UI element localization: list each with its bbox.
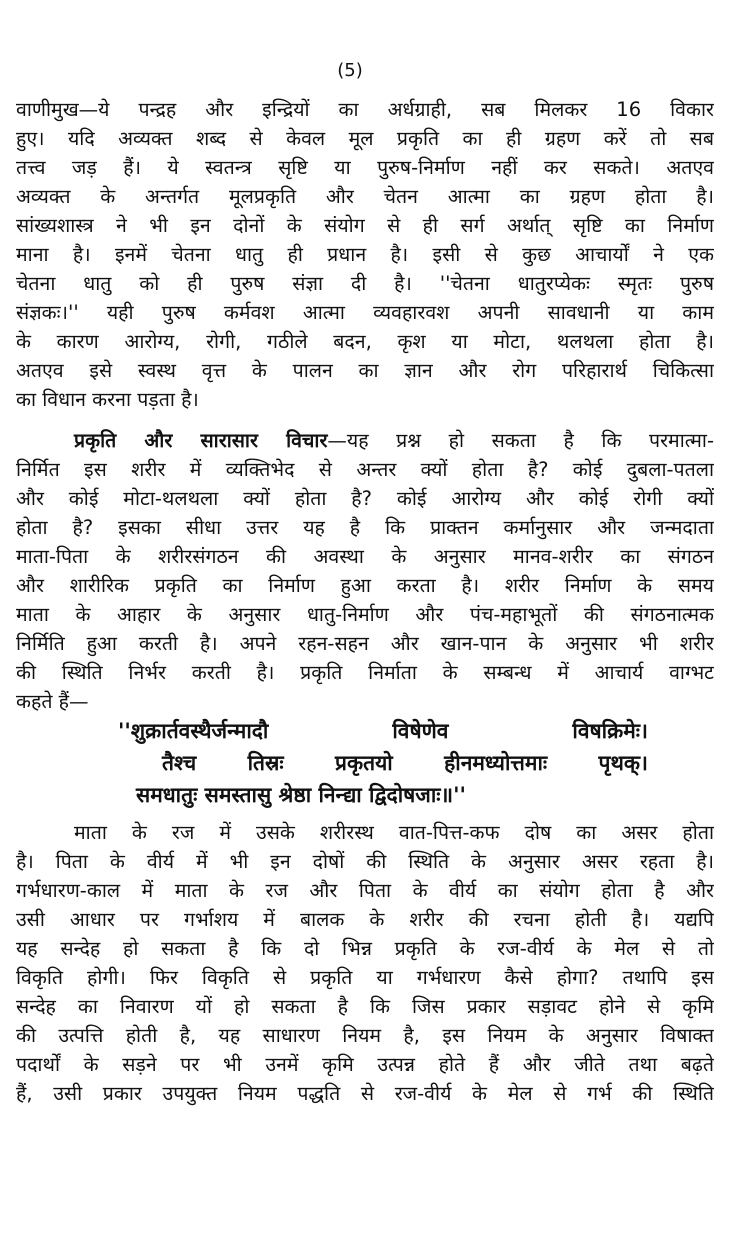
text-line: के कारण आरोग्य, रोगी, गठीले बदन, कृश या मोटा, थलथला होता है। bbox=[16, 330, 714, 353]
text-line: माता के रज में उसके शरीरस्थ वात-पित्त-कफ दोष का असर होता bbox=[74, 821, 714, 844]
text-line: कहते हैं— bbox=[16, 690, 89, 713]
text-line: और शारीरिक प्रकृति का निर्माण हुआ करता है। शरीर निर्माण के समय bbox=[16, 574, 714, 597]
section-heading: प्रकृति और सारासार विचार bbox=[74, 429, 328, 452]
text-line: माना है। इनमें चेतना धातु ही प्रधान है। इसी से कुछ आचार्यों ने एक bbox=[16, 243, 714, 266]
paragraph-vanimukh bbox=[16, 95, 714, 414]
text-line: गर्भधारण-काल में माता के रज और पिता के वीर्य का संयोग होता है और bbox=[16, 879, 714, 902]
text-line: निर्मिति हुआ करती है। अपने रहन-सहन और खान-पान के अनुसार भी शरीर bbox=[16, 632, 714, 655]
verse-line: समधातुः समस्तासु श्रेष्ठा निन्द्या द्विदोषजाः॥'' bbox=[136, 783, 466, 807]
text-line: पदार्थों के सड़ने पर भी उनमें कृमि उत्पन्न होते हैं और जीते तथा बढ़ते bbox=[16, 1053, 714, 1076]
text-line: माता के आहार के अनुसार धातु-निर्माण और पंच-महाभूतों की संगठनात्मक bbox=[16, 603, 714, 626]
text-line: और कोई मोटा-थलथला क्यों होता है? कोई आरोग्य और कोई रोगी क्यों bbox=[16, 487, 714, 510]
heading-line-rest: —यह प्रश्न हो सकता है कि परमात्मा- bbox=[327, 429, 714, 452]
text-line bbox=[16, 426, 714, 455]
verse-line: तैश्च तिस्रः प्रकृतयो हीनमध्योत्तमाः पृथक्। bbox=[162, 751, 648, 775]
text-line: सांख्यशास्त्र ने भी इन दोनों के संयोग से ही सर्ग अर्थात् सृष्टि का निर्माण bbox=[16, 214, 714, 237]
text-line: अव्यक्त के अन्तर्गत मूलप्रकृति और चेतन आत्मा का ग्रहण होता है। bbox=[16, 185, 714, 208]
text-line: संज्ञकः।'' यही पुरुष कर्मवश आत्मा व्यवहारवश अपनी सावधानी या काम bbox=[16, 301, 714, 324]
text-line: की स्थिति निर्भर करती है। प्रकृति निर्माता के सम्बन्ध में आचार्य वाग्भट bbox=[16, 661, 714, 684]
text-line: हैं, उसी प्रकार उपयुक्त नियम पद्धति से रज-वीर्य के मेल से गर्भ की स्थिति bbox=[16, 1082, 714, 1105]
sanskrit-verse bbox=[118, 715, 648, 811]
text-line: है। पिता के वीर्य में भी इन दोषों की स्थिति के अनुसार असर रहता है। bbox=[16, 850, 714, 873]
text-line: उसी आधार पर गर्भाशय में बालक के शरीर की रचना होती है। यद्यपि bbox=[16, 908, 714, 931]
text-line: अतएव इसे स्वस्थ वृत्त के पालन का ज्ञान और रोग परिहारार्थ चिकित्सा bbox=[16, 359, 714, 382]
text-line: की उत्पत्ति होती है, यह साधारण नियम है, इस नियम के अनुसार विषाक्त bbox=[16, 1024, 714, 1047]
page-number: (5) bbox=[337, 60, 363, 81]
text-line: वाणीमुख—ये पन्द्रह और इन्द्रियों का अर्धग्राही, सब मिलकर 16 विकार bbox=[16, 98, 714, 121]
paragraph-prakriti bbox=[16, 426, 714, 716]
text-line: का विधान करना पड़ता है। bbox=[16, 388, 199, 411]
text-line: तत्त्व जड़ हैं। ये स्वतन्त्र सृष्टि या पुरुष-निर्माण नहीं कर सकते। अतएव bbox=[16, 156, 714, 179]
text-line: होता है? इसका सीधा उत्तर यह है कि प्राक्तन कर्मानुसार और जन्मदाता bbox=[16, 516, 714, 539]
paragraph-raj-virya bbox=[16, 818, 714, 1108]
text-line: चेतना धातु को ही पुरुष संज्ञा दी है। ''चेतना धातुरप्येकः स्मृतः पुरुष bbox=[16, 272, 714, 295]
text-line: विकृति होगी। फिर विकृति से प्रकृति या गर्भधारण कैसे होगा? तथापि इस bbox=[16, 966, 714, 989]
text-line: माता-पिता के शरीरसंगठन की अवस्था के अनुसार मानव-शरीर का संगठन bbox=[16, 545, 714, 568]
text-line: निर्मित इस शरीर में व्यक्तिभेद से अन्तर क्यों होता है? कोई दुबला-पतला bbox=[16, 458, 714, 481]
text-line: सन्देह का निवारण यों हो सकता है कि जिस प्रकार सड़ावट होने से कृमि bbox=[16, 995, 714, 1018]
text-line: यह सन्देह हो सकता है कि दो भिन्न प्रकृति के रज-वीर्य के मेल से तो bbox=[16, 937, 714, 960]
text-line: हुए। यदि अव्यक्त शब्द से केवल मूल प्रकृति का ही ग्रहण करें तो सब bbox=[16, 127, 714, 150]
verse-line: ''शुक्रार्तवस्थैर्जन्मादौ विषेणेव विषक्रिमेः। bbox=[118, 719, 648, 743]
